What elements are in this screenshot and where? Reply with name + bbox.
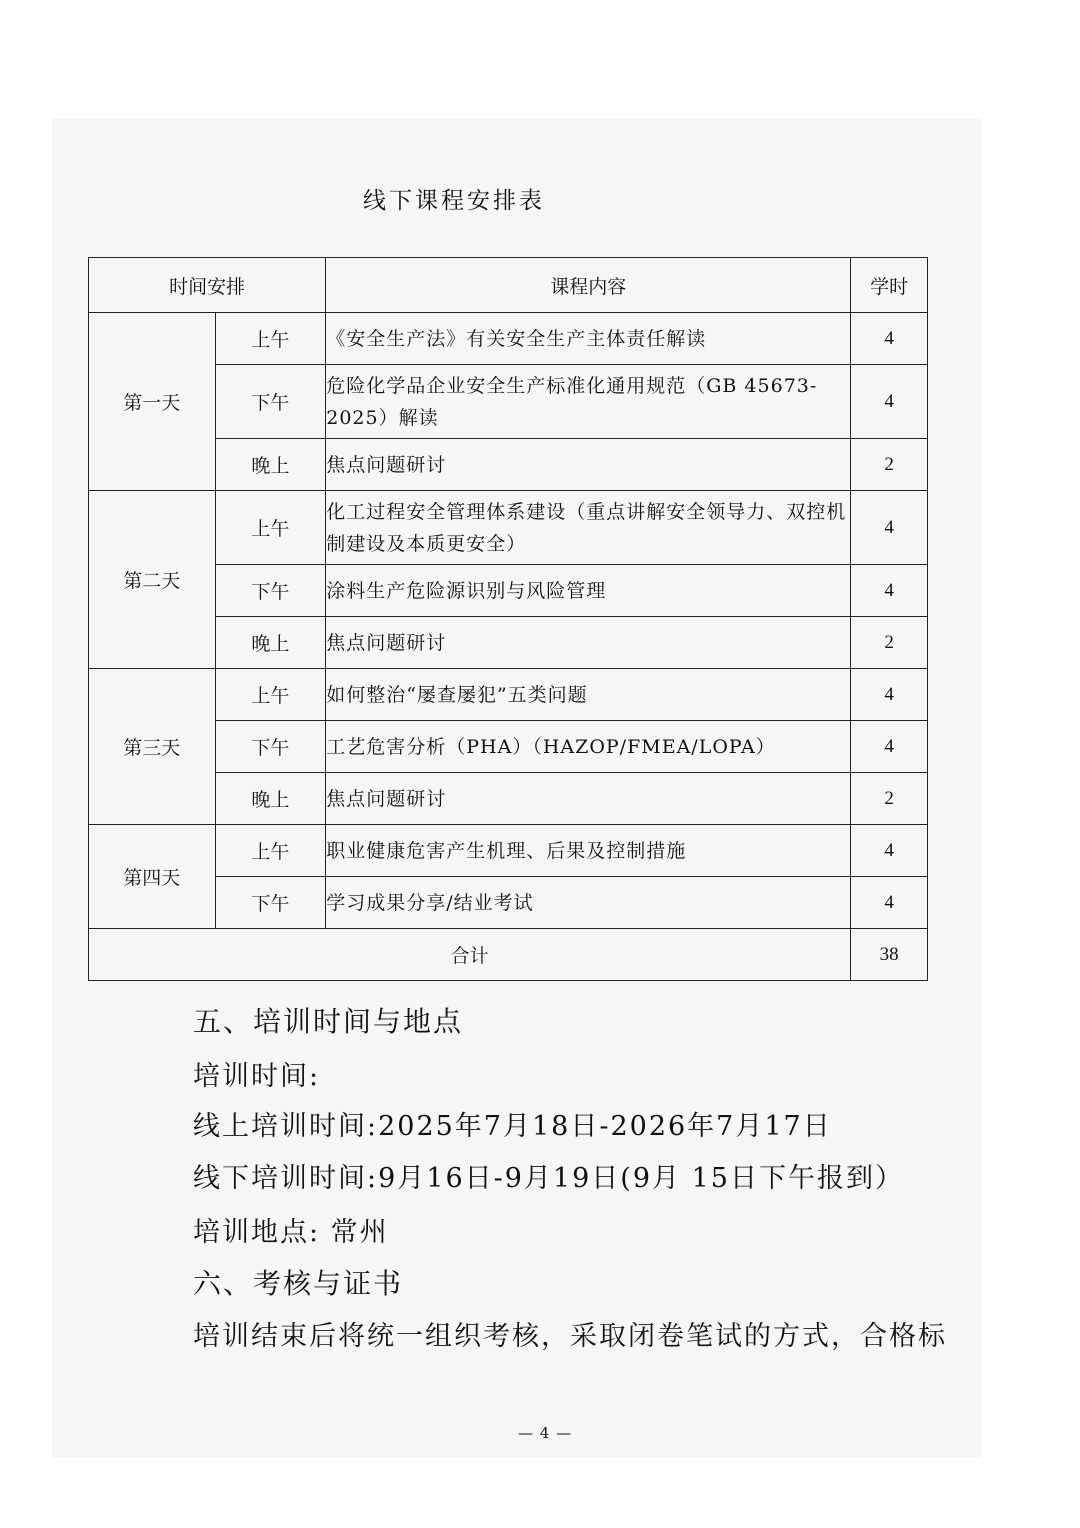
table-row <box>89 721 928 773</box>
day-label: 第四天 <box>89 825 216 929</box>
table-row <box>89 669 928 721</box>
slot-label: 晚上 <box>215 439 326 491</box>
course-content: 如何整治“屡查屡犯”五类问题 <box>326 669 851 721</box>
day-label: 第一天 <box>89 313 216 491</box>
course-content: 危险化学品企业安全生产标准化通用规范（GB 45673-2025）解读 <box>326 365 851 439</box>
table-row <box>89 491 928 565</box>
day-label: 第三天 <box>89 669 216 825</box>
course-hours: 2 <box>851 773 928 825</box>
slot-label: 上午 <box>215 491 326 565</box>
table-row <box>89 565 928 617</box>
day-label: 第二天 <box>89 491 216 669</box>
course-hours: 4 <box>851 877 928 929</box>
section6-heading: 六、考核与证书 <box>193 1267 404 1300</box>
course-hours: 4 <box>851 825 928 877</box>
table-row <box>89 313 928 365</box>
course-content: 焦点问题研讨 <box>326 617 851 669</box>
table-row <box>89 773 928 825</box>
course-content: 涂料生产危险源识别与风险管理 <box>326 565 851 617</box>
training-location: 培训地点: 常州 <box>193 1217 389 1248</box>
table-row <box>89 617 928 669</box>
course-hours: 4 <box>851 565 928 617</box>
page-number: — 4 — <box>518 1424 573 1442</box>
training-time-label: 培训时间: <box>193 1061 321 1092</box>
course-schedule-table <box>88 257 928 981</box>
table-title: 线下课程安排表 <box>363 188 545 214</box>
table-row <box>89 439 928 491</box>
course-hours: 2 <box>851 439 928 491</box>
slot-label: 晚上 <box>215 617 326 669</box>
slot-label: 下午 <box>215 877 326 929</box>
table-header-row <box>89 258 928 313</box>
table-row <box>89 825 928 877</box>
slot-label: 上午 <box>215 313 326 365</box>
total-hours: 38 <box>851 929 928 981</box>
table-row <box>89 877 928 929</box>
course-content: 《安全生产法》有关安全生产主体责任解读 <box>326 313 851 365</box>
slot-label: 上午 <box>215 825 326 877</box>
section6-text: 培训结束后将统一组织考核，采取闭卷笔试的方式，合格标 <box>193 1321 947 1352</box>
total-label: 合计 <box>89 929 851 981</box>
course-hours: 2 <box>851 617 928 669</box>
course-content: 职业健康危害产生机理、后果及控制措施 <box>326 825 851 877</box>
offline-training-time: 线下培训时间:9月16日-9月19日(9月 15日下午报到） <box>193 1163 904 1194</box>
slot-label: 下午 <box>215 721 326 773</box>
header-hours: 学时 <box>851 258 928 313</box>
section5-heading: 五、培训时间与地点 <box>193 1005 464 1038</box>
course-content: 工艺危害分析（PHA）（HAZOP/FMEA/LOPA） <box>326 721 851 773</box>
course-content: 焦点问题研讨 <box>326 439 851 491</box>
course-hours: 4 <box>851 721 928 773</box>
slot-label: 下午 <box>215 365 326 439</box>
slot-label: 下午 <box>215 565 326 617</box>
online-training-time: 线上培训时间:2025年7月18日-2026年7月17日 <box>193 1111 832 1142</box>
slot-label: 上午 <box>215 669 326 721</box>
header-content: 课程内容 <box>326 258 851 313</box>
course-content: 化工过程安全管理体系建设（重点讲解安全领导力、双控机制建设及本质更安全） <box>326 491 851 565</box>
slot-label: 晚上 <box>215 773 326 825</box>
table-row <box>89 365 928 439</box>
total-row <box>89 929 928 981</box>
course-hours: 4 <box>851 365 928 439</box>
course-hours: 4 <box>851 491 928 565</box>
header-time: 时间安排 <box>89 258 326 313</box>
course-content: 学习成果分享/结业考试 <box>326 877 851 929</box>
course-hours: 4 <box>851 669 928 721</box>
course-hours: 4 <box>851 313 928 365</box>
course-content: 焦点问题研讨 <box>326 773 851 825</box>
